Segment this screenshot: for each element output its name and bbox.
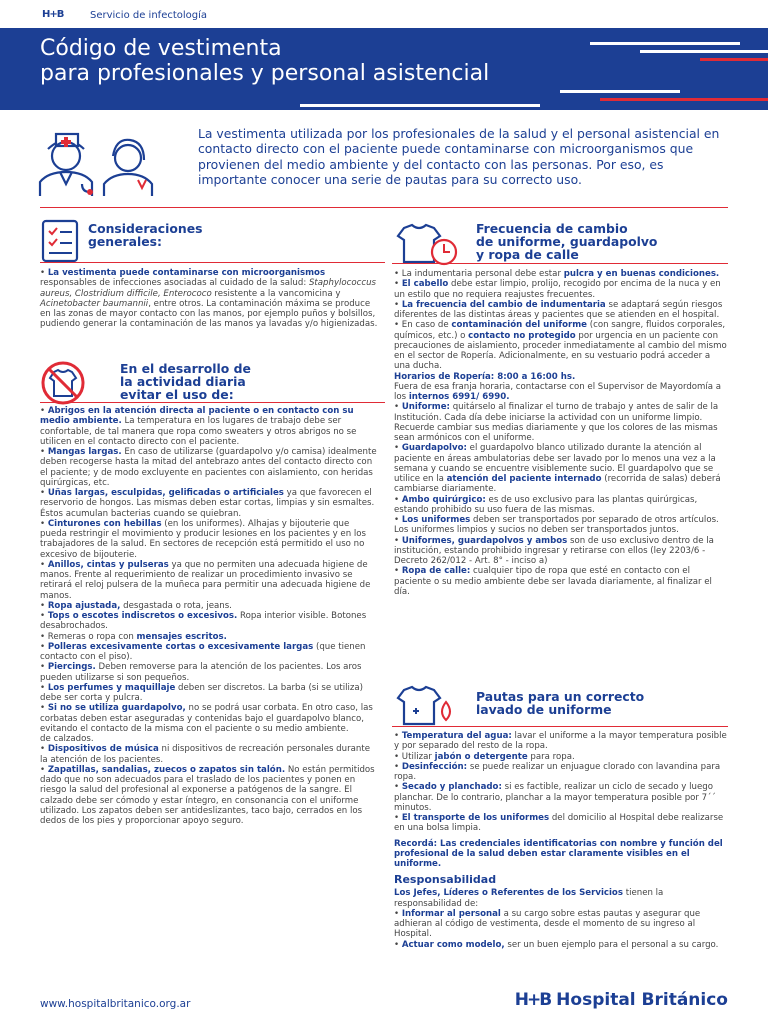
generales-text: • La vestimenta puede contaminarse con microorganismos responsables de infecciones asociadas al cuidado de la salud: Staphylococcus aureus, Clostridium difficile, Enterococo resistente a la vancomicina y Acinetobacter baumannii, entre otros. La contaminación máxima se produce en las zonas de mayor contacto con las manos, por ejemplo puños y bolsillos, pudiendo generar la contaminación de las manos ya lavadas y/o higienizadas. [40, 268, 378, 330]
page-title: Código de vestimenta para profesionales y personal asistencial [40, 36, 490, 86]
no-shirt-icon [40, 360, 86, 406]
website-link[interactable]: www.hospitalbritanico.org.ar [40, 998, 191, 1010]
checklist-icon [40, 218, 80, 264]
hb-logo: H+B [514, 990, 551, 1010]
divider [40, 207, 728, 208]
shirt-clock-icon [394, 222, 464, 268]
divider [392, 726, 728, 727]
section-title-lavado: Pautas para un correcto lavado de uniforme [476, 689, 645, 717]
section-title-generales: Consideraciones generales: [88, 221, 203, 249]
frecuencia-text: • La indumentaria personal debe estar pulcra y en buenas condiciones. • El cabello debe estar limpio, prolijo, recogido por encima de la nuca y en un estilo que no requiera reajustes frecuentes. • La frecuencia del cambio de indumentaria se adaptará según riesgos diferentes de las distintas áreas y pacientes que se atienden en el hospital. • En caso de contaminación del uniforme (con sangre, fluidos corporales, químicos, etc.) o contacto no protegido por urgencia en un paciente con precauciones de aislamiento, proceder inmediatamente al cambio del mismo en el sector de Ropería. Adicionalmente, en su vestuario podrá acceder a una ducha. Horarios de Ropería: 8:00 a 16:00 hs. Fuera de esa franja horaria, contactarse con el Supervisor de Mayordomía a los internos 6991/ 6990. • Uniforme: quitárselo al finalizar el turno de trabajo y antes de salir de la Institución. Cada día debe iniciarse la actividad con un uniforme limpio. Recuerde cambiar sus medias diariamente y que los colores de las mismas sean armónicos con el uniforme. • Guardapolvo: el guardapolvo blanco utilizado durante la atención al paciente en áreas ambulatorias debe ser lavado por lo menos una vez a la semana y cuando se encuentre visiblemente sucio. El guardapolvo que se utilice en la atención del paciente internado (recorrida de salas) deberá cambiarse diariamente. • Ambo quirúrgico: es de uso exclusivo para las plantas quirúrgicas, estando prohibido su uso fuera de las mismas. • Los uniformes deben ser transportados por separado de otros artículos. Los uniformes limpios y sucios no deben ser transportados juntos. • Uniformes, guardapolvos y ambos son de uso exclusivo dentro de la institución, estando prohibido ingresar y retirarse con ellos (ley 2203/6 - Decreto 262/012 - Art. 8° - inciso a) • Ropa de calle: cualquier tipo de ropa que esté en contacto con el paciente o su medio ambiente debe ser lavada diariamente, al finalizar el día. [394, 269, 727, 597]
evitar-text: • Abrigos en la atención directa al paciente o en contacto con su medio ambiente. La temperatura en los lugares de trabajo debe ser confortable, de tal manera que ropa como sweaters y otros abrigos no se utilicen en el contacto directo con el paciente. • Mangas largas. En caso de utilizarse (guardapolvo y/o camisa) idealmente deben recogerse hasta la mitad del antebrazo antes del contacto directo con el paciente; y de modo excluyente en pacientes con aislamiento, con heridas quirúrgicas, etc. • Uñas largas, esculpidas, gelificadas o artificiales ya que favorecen el reservorio de hongos. Las mismas deben estar cortas, limpias y sin esmaltes. Éstos acumulan bacterias cuando se quiebran. • Cinturones con hebillas (en los uniformes). Alhajas y bijouterie que pueda restringir el movimiento y producir lesiones en los pacientes y en los trabajadores de la salud. En sectores de recepción está permitido el uso no excesivo de bijouterie. • Anillos, cintas y pulseras ya que no permiten una adecuada higiene de manos. Frente al requerimiento de realizar un procedimiento invasivo se retirará el reloj pulsera de la muñeca para permitir una adecuada higiene de manos. • Ropa ajustada, desgastada o rota, jeans. • Tops o escotes indiscretos o excesivos. Ropa interior visible. Botones desabrochados. • Remeras o ropa con mensajes escritos. • Polleras excesivamente cortas o excesivamente largas (que tienen contacto con el piso). • Piercings. Deben removerse para la atención de los pacientes. Los aros pueden utilizarse si son pequeños. • Los perfumes y maquillaje deben ser discretos. La barba (si se utiliza) debe ser corta y pulcra. • Si no se utiliza guardapolvo, no se podrá usar corbata. En otro caso, las corbatas deben estar aseguradas y contenidas bajo el guardapolvo blanco, evitando el contacto de la misma con el paciente o su medio ambiente. de calzados. • Dispositivos de música ni dispositivos de recreación personales durante la atención de los pacientes. • Zapatillas, sandalias, zuecos o zapatos sin talón. No están permitidos dado que no son adecuados para el traslado de los pacientes y ponen en riesgo la salud del profesional al exponerse a patógenos de la sangre. El calzado debe ser cómodo y estar íntegro, en consonancia con el uniforme utilizado. Los zapatos deben ser antideslizantes, taco bajo, cerrados en los dedos de los pies y proporcionar apoyo seguro. [40, 406, 377, 826]
professionals-icon [38, 124, 163, 196]
section-title-frecuencia: Frecuencia de cambio de uniforme, guardapolvo y ropa de calle [476, 221, 658, 262]
title-banner [0, 28, 768, 110]
intro-paragraph: La vestimenta utilizada por los profesionales de la salud y el personal asistencial en contacto directo con el paciente puede contaminarse con microorganismos que provienen del medio ambiente y del contacto con las personas. Por eso, es importante conocer una serie de pautas para su correcto uso. [198, 126, 720, 187]
service-name: Servicio de infectología [90, 10, 208, 21]
hb-logo: H+B [42, 9, 64, 20]
shirt-wash-icon [394, 684, 456, 728]
top-strip [0, 0, 768, 28]
lavado-text: • Temperatura del agua: lavar el uniforme a la mayor temperatura posible y por separado del resto de la ropa. • Utilizar jabón o detergente para ropa. • Desinfección: se puede realizar un enjuague clorado con lavandina para ropa. • Secado y planchado: si es factible, realizar un ciclo de secado y luego planchar. De lo contrario, planchar a la mayor temperatura posible por 7´´ minutos. • El transporte de los uniformes del domicilio al Hospital debe realizarse en una bolsa limpia. Recordá: Las credenciales identificatorias con nombre y función del profesional de la salud deben estar claramente visibles en el uniforme. Responsabilidad Los Jefes, Líderes o Referentes de los Servicios tienen la responsabilidad de: • Informar al personal a su cargo sobre estas pautas y asegurar que adhieran al código de vestimenta, desde el momento de su ingreso al Hospital. • Actuar como modelo, ser un buen ejemplo para el personal a su cargo. [394, 731, 727, 950]
divider [40, 262, 385, 263]
divider [392, 263, 728, 264]
footer-brand: H+B Hospital Británico [514, 990, 728, 1010]
footer [0, 990, 768, 1024]
section-title-evitar: En el desarrollo de la actividad diaria evitar el uso de: [120, 361, 251, 402]
divider [40, 402, 385, 403]
